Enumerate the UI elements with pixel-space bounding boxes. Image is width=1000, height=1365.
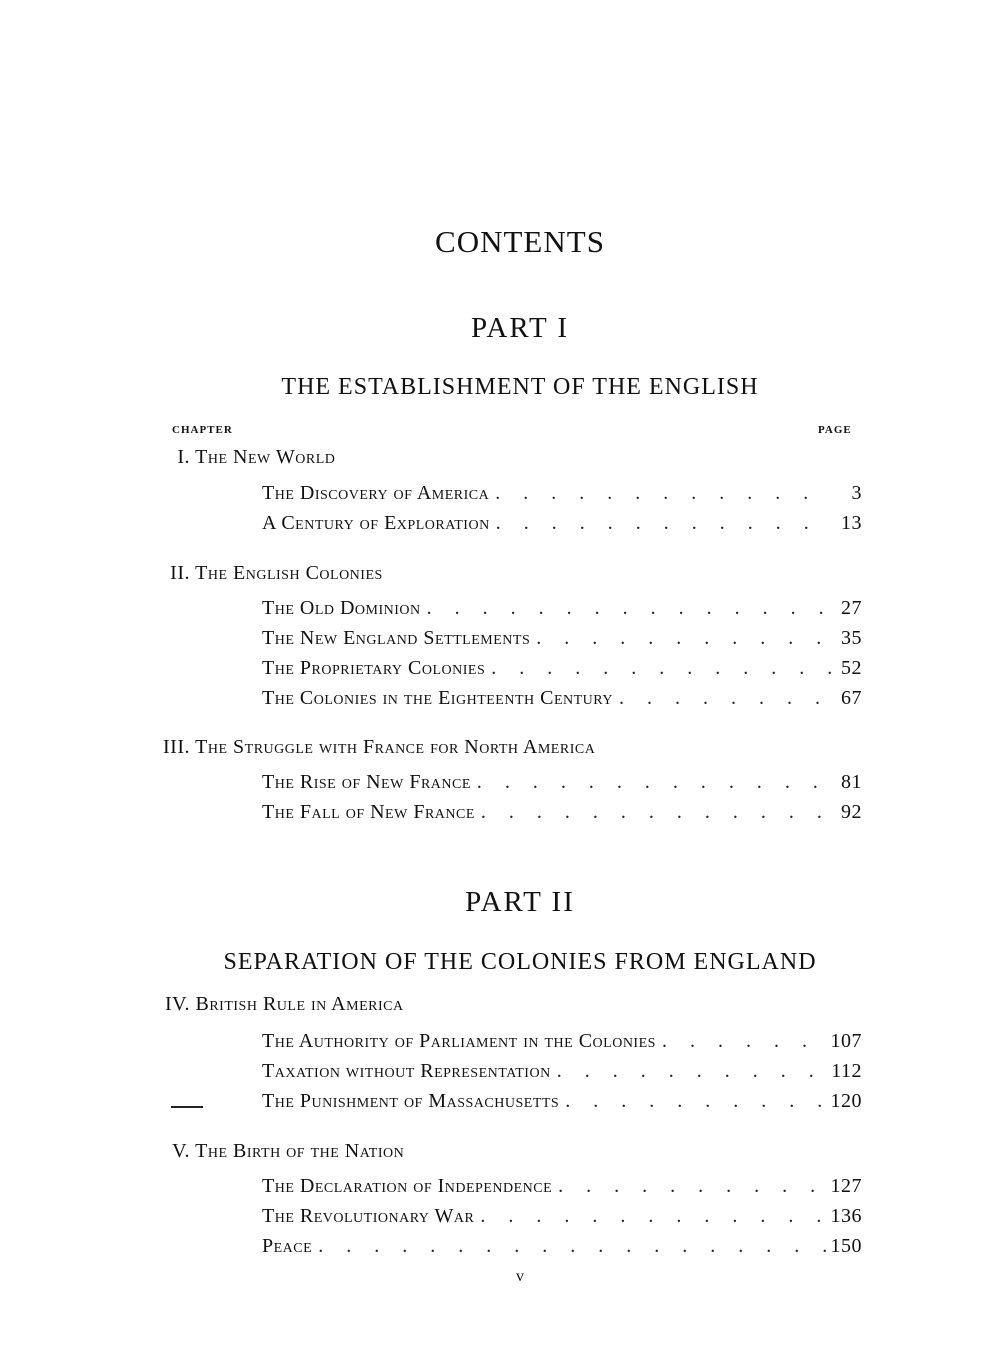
toc-entry[interactable] [262, 1175, 862, 1205]
entry-title: The Authority of Parliament in the Colonies [262, 1030, 656, 1052]
chapter-number: II. [170, 562, 190, 584]
toc-entry[interactable] [262, 657, 862, 687]
entry-page: 81 [841, 771, 862, 793]
toc-entry[interactable] [262, 1060, 862, 1090]
part-1-subtitle: THE ESTABLISHMENT OF THE ENGLISH [281, 374, 759, 400]
entry-title: The New England Settlements [262, 627, 531, 649]
chapter-title: The Birth of the Nation [195, 1140, 405, 1162]
entry-page: 127 [830, 1175, 862, 1197]
chapter-title: British Rule in America [195, 993, 404, 1015]
dot-leader [495, 482, 832, 505]
toc-entry[interactable] [262, 1205, 862, 1235]
toc-entry[interactable] [262, 1235, 862, 1265]
entry-page: 27 [841, 597, 862, 619]
dot-leader [480, 1205, 830, 1228]
entry-title: The Revolutionary War [262, 1205, 475, 1227]
chapter-1[interactable] [122, 446, 822, 476]
toc-entry[interactable] [262, 1030, 862, 1060]
dot-leader [318, 1235, 830, 1258]
entry-page: 3 [851, 482, 862, 504]
toc-entry[interactable] [262, 801, 862, 831]
chapter-title: The English Colonies [195, 562, 383, 584]
entry-title: The Proprietary Colonies [262, 657, 486, 679]
entry-page: 35 [841, 627, 862, 649]
entry-page: 52 [841, 657, 862, 679]
entry-title: Taxation without Representation [262, 1060, 551, 1082]
chapter-number: I. [177, 446, 190, 468]
entry-page: 92 [841, 801, 862, 823]
dot-leader [496, 512, 832, 535]
toc-entry[interactable] [262, 687, 862, 717]
entry-page: 120 [830, 1090, 862, 1112]
dot-leader [619, 687, 832, 710]
chapter-title: The New World [195, 446, 336, 468]
page-title: CONTENTS [435, 224, 605, 259]
entry-page: 112 [831, 1060, 862, 1082]
entry-page: 13 [841, 512, 862, 534]
entry-title: The Punishment of Massachusetts [262, 1090, 560, 1112]
toc-entry[interactable] [262, 627, 862, 657]
dot-leader [557, 1060, 832, 1083]
dot-leader [662, 1030, 831, 1053]
entry-page: 67 [841, 687, 862, 709]
chapter-number: III. [163, 736, 190, 758]
dot-leader [565, 1090, 830, 1113]
entry-title: The Old Dominion [262, 597, 421, 619]
dot-leader [477, 771, 832, 794]
dot-leader [558, 1175, 830, 1198]
entry-title: The Fall of New France [262, 801, 475, 823]
chapter-5[interactable] [122, 1140, 822, 1170]
toc-entry[interactable] [262, 771, 862, 801]
part-1-title: PART I [470, 312, 570, 344]
entry-page: 107 [830, 1030, 862, 1052]
toc-entry[interactable] [262, 597, 862, 627]
dot-leader [536, 627, 832, 650]
entry-page: 136 [830, 1205, 862, 1227]
margin-mark [171, 1106, 203, 1108]
chapter-4[interactable] [122, 993, 822, 1023]
chapter-2[interactable] [122, 562, 822, 592]
part-2-subtitle: SEPARATION OF THE COLONIES FROM ENGLAND [223, 949, 817, 975]
chapter-number: V. [172, 1140, 190, 1162]
entry-page: 150 [830, 1235, 862, 1257]
entry-title: A Century of Exploration [262, 512, 490, 534]
chapter-3[interactable] [122, 736, 822, 766]
toc-entry[interactable] [262, 512, 862, 542]
dot-leader [481, 801, 832, 824]
chapter-title: The Struggle with France for North America [195, 736, 596, 758]
entry-title: Peace [262, 1235, 313, 1257]
entry-title: The Discovery of America [262, 482, 490, 504]
chapter-number: IV. [164, 993, 190, 1015]
chapter-column-header: CHAPTER [172, 424, 233, 436]
entry-title: The Colonies in the Eighteenth Century [262, 687, 613, 709]
entry-title: The Declaration of Independence [262, 1175, 553, 1197]
part-2-title: PART II [465, 886, 575, 918]
toc-entry[interactable] [262, 1090, 862, 1120]
toc-entry[interactable] [262, 482, 862, 512]
page-folio: v [516, 1268, 524, 1285]
dot-leader [427, 597, 832, 620]
dot-leader [491, 657, 832, 680]
page-column-header: PAGE [818, 424, 852, 436]
entry-title: The Rise of New France [262, 771, 471, 793]
